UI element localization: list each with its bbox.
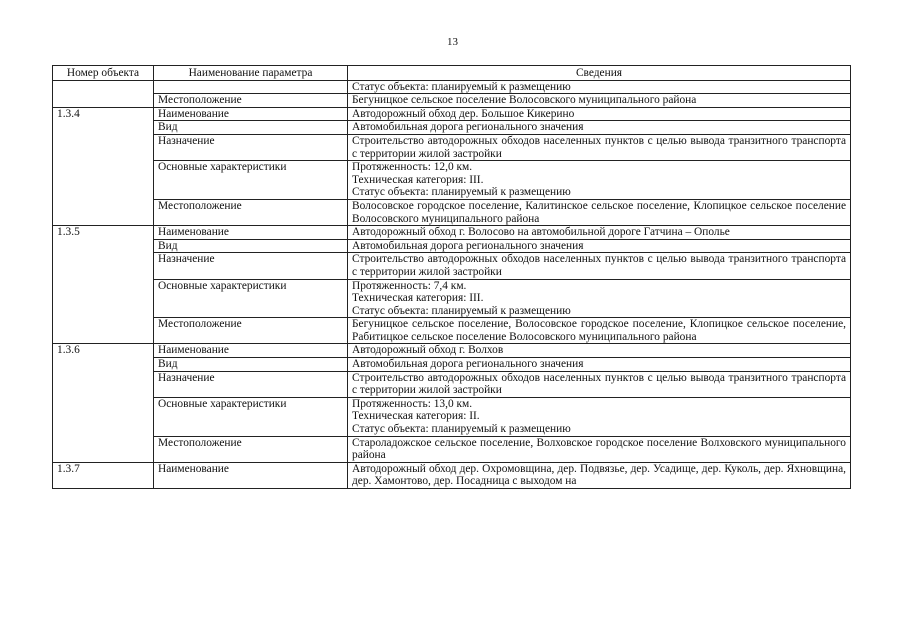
table-header-row <box>53 66 851 81</box>
information-cell <box>348 161 851 200</box>
parameter-name-cell: Вид <box>154 358 348 372</box>
information-cell <box>348 239 851 253</box>
information-cell <box>348 462 851 488</box>
information-cell <box>348 318 851 344</box>
table-row <box>53 344 851 358</box>
parameter-name-cell: Наименование <box>154 462 348 488</box>
parameter-name-cell: Местоположение <box>154 94 348 108</box>
table-body <box>53 80 851 488</box>
information-line: Статус объекта: планируемый к размещению <box>352 304 571 317</box>
information-line: Техническая категория: III. <box>352 292 484 305</box>
information-line: Автодорожный обход дер. Большое Кикерино <box>352 107 575 120</box>
parameter-name-cell: Наименование <box>154 226 348 240</box>
parameter-name-cell: Наименование <box>154 107 348 121</box>
information-cell <box>348 121 851 135</box>
information-cell <box>348 134 851 160</box>
table-row <box>53 318 851 344</box>
object-number-cell: 1.3.6 <box>53 344 154 462</box>
information-line: Автодорожный обход дер. Охромовщина, дер. Подвязье, дер. Усадище, дер. Куколь, дер. Яхновщина, дер. Хамонтово, дер. Посадница с выходом на <box>352 462 846 488</box>
page-number: 13 <box>447 36 458 48</box>
information-cell <box>348 397 851 436</box>
header-object-number: Номер объекта <box>53 66 154 81</box>
parameter-name-cell: Местоположение <box>154 199 348 225</box>
table-row <box>53 121 851 135</box>
information-line: Бегуницкое сельское поселение, Волосовское городское поселение, Клопицкое сельское поселение, Рабитицкое сельское поселение Волосовского муниципального района <box>352 318 846 343</box>
information-line: Автодорожный обход г. Волосово на автомобильной дороге Гатчина – Ополье <box>352 226 730 239</box>
information-line: Автомобильная дорога регионального значения <box>352 358 584 371</box>
information-line: Статус объекта: планируемый к размещению <box>352 186 571 199</box>
parameter-name-cell: Местоположение <box>154 436 348 462</box>
information-line: Протяженность: 12,0 км. <box>352 161 473 174</box>
table-row <box>53 358 851 372</box>
information-line: Строительство автодорожных обходов населенных пунктов с целью вывода транзитного транспорта с территории жилой застройки <box>352 253 846 278</box>
information-line: Техническая категория: III. <box>352 173 484 186</box>
information-line: Протяженность: 7,4 км. <box>352 279 467 292</box>
table-row <box>53 199 851 225</box>
information-line: Староладожское сельское поселение, Волховское городское поселение Волховского муниципального района <box>352 436 846 462</box>
object-number-cell: 1.3.5 <box>53 226 154 344</box>
information-cell <box>348 94 851 108</box>
table-row <box>53 371 851 397</box>
table-row <box>53 279 851 318</box>
information-cell <box>348 226 851 240</box>
parameter-name-cell: Вид <box>154 239 348 253</box>
table-row <box>53 107 851 121</box>
parameter-name-cell: Местоположение <box>154 318 348 344</box>
parameter-name-cell: Основные характеристики <box>154 279 348 318</box>
information-line: Автомобильная дорога регионального значения <box>352 121 584 134</box>
information-cell <box>348 253 851 279</box>
parameter-name-cell: Наименование <box>154 344 348 358</box>
table-row <box>53 161 851 200</box>
table-row <box>53 94 851 108</box>
information-line: Статус объекта: планируемый к размещению <box>352 423 571 436</box>
information-cell <box>348 344 851 358</box>
parameter-name-cell <box>154 80 348 94</box>
parameter-name-cell: Назначение <box>154 134 348 160</box>
table-row <box>53 226 851 240</box>
parameter-name-cell: Основные характеристики <box>154 397 348 436</box>
table-row <box>53 397 851 436</box>
information-cell <box>348 358 851 372</box>
header-information: Сведения <box>348 66 851 81</box>
object-number-cell: 1.3.4 <box>53 107 154 225</box>
parameter-name-cell: Вид <box>154 121 348 135</box>
information-line: Бегуницкое сельское поселение Волосовского муниципального района <box>352 94 697 107</box>
information-cell <box>348 436 851 462</box>
table-row <box>53 239 851 253</box>
information-cell <box>348 199 851 225</box>
information-line: Волосовское городское поселение, Калитинское сельское поселение, Клопицкое сельское поселение Волосовского муниципального района <box>352 199 846 225</box>
objects-table <box>52 65 851 489</box>
information-line: Протяженность: 13,0 км. <box>352 397 473 410</box>
table-row <box>53 253 851 279</box>
information-cell <box>348 371 851 397</box>
object-number-cell: 1.3.7 <box>53 462 154 488</box>
information-line: Автодорожный обход г. Волхов <box>352 344 504 357</box>
header-parameter-name: Наименование параметра <box>154 66 348 81</box>
table-row <box>53 462 851 488</box>
table-row <box>53 436 851 462</box>
information-cell <box>348 80 851 94</box>
information-cell <box>348 279 851 318</box>
parameter-name-cell: Основные характеристики <box>154 161 348 200</box>
information-cell <box>348 107 851 121</box>
information-line: Автомобильная дорога регионального значения <box>352 239 584 252</box>
object-number-cell <box>53 80 154 107</box>
information-line: Статус объекта: планируемый к размещению <box>352 80 571 93</box>
parameter-name-cell: Назначение <box>154 253 348 279</box>
information-line: Строительство автодорожных обходов населенных пунктов с целью вывода транзитного транспорта с территории жилой застройки <box>352 134 846 160</box>
information-line: Строительство автодорожных обходов населенных пунктов с целью вывода транзитного транспорта с территории жилой застройки <box>352 371 846 397</box>
table-row <box>53 134 851 160</box>
information-line: Техническая категория: II. <box>352 410 480 423</box>
table-row <box>53 80 851 94</box>
parameter-name-cell: Назначение <box>154 371 348 397</box>
